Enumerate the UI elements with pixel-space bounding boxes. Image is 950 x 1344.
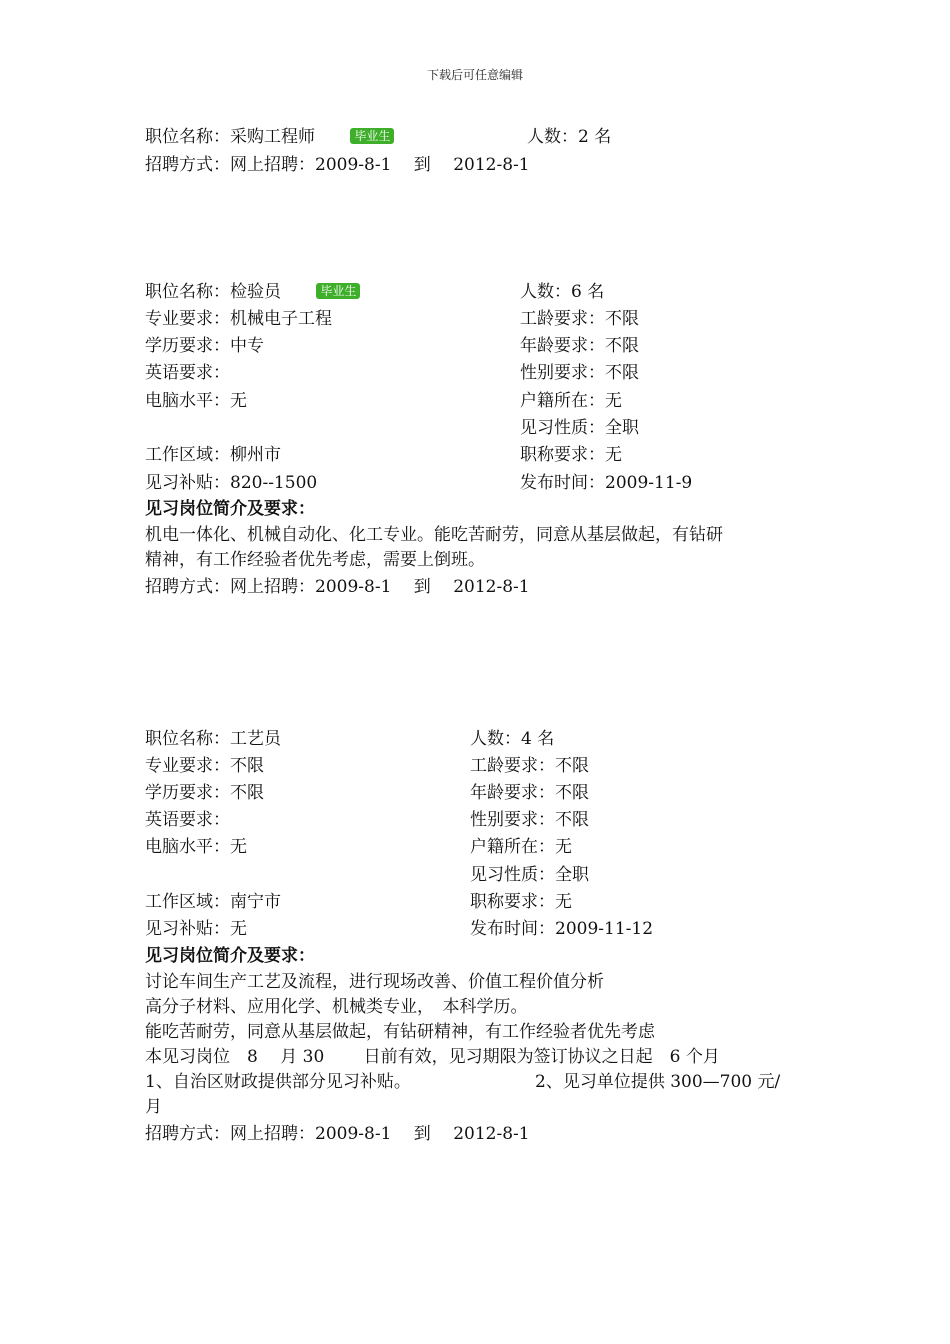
job3-major: 专业要求：不限	[145, 756, 264, 776]
job2-experience: 工龄要求：不限	[520, 309, 639, 329]
job3-row-area	[145, 891, 572, 913]
job1-title: 职位名称：采购工程师	[145, 127, 315, 147]
job3-intro-line: 高分子材料、应用化学、机械类专业， 本科学历。	[145, 997, 528, 1017]
job1-recruit: 招聘方式：网上招聘：2009-8-1 到 2012-8-1	[145, 155, 530, 175]
job3-row-education	[145, 782, 589, 804]
job3-education: 学历要求：不限	[145, 783, 264, 803]
job3-publish: 发布时间：2009-11-12	[470, 919, 654, 939]
job2-age: 年龄要求：不限	[520, 336, 639, 356]
job1-graduate-badge: 毕业生	[350, 128, 394, 144]
job3-row-english	[145, 809, 589, 831]
job3-title-row	[145, 728, 555, 750]
job3-subsidy-note-cont: 月	[145, 1097, 162, 1117]
job1-title-row	[145, 126, 612, 148]
job3-subsidy-notes	[145, 1071, 781, 1093]
job3-intro-line: 能吃苦耐劳，同意从基层做起，有钻研精神，有工作经验者优先考虑	[145, 1022, 655, 1042]
job2-row-education	[145, 335, 639, 357]
job2-subsidy: 见习补贴：820--1500	[145, 473, 318, 493]
job3-title-req: 职称要求：无	[470, 892, 572, 912]
job3-intro-line: 讨论车间生产工艺及流程，进行现场改善、价值工程价值分析	[145, 972, 604, 992]
job3-area: 工作区域：南宁市	[145, 892, 281, 912]
job2-gender: 性别要求：不限	[520, 363, 639, 383]
job3-english: 英语要求：	[145, 810, 230, 830]
job2-count: 人数：6 名	[520, 282, 605, 302]
job3-hukou: 户籍所在：无	[470, 837, 572, 857]
job3-recruit: 招聘方式：网上招聘：2009-8-1 到 2012-8-1	[145, 1124, 530, 1144]
job3-nature: 见习性质：全职	[470, 865, 589, 885]
job3-row-computer	[145, 836, 572, 858]
job1-count: 人数：2 名	[527, 127, 612, 147]
job3-computer: 电脑水平：无	[145, 837, 247, 857]
job2-intro-heading: 见习岗位简介及要求：	[145, 499, 315, 519]
job2-row-area	[145, 444, 622, 466]
job3-experience: 工龄要求：不限	[470, 756, 589, 776]
job3-intro-heading: 见习岗位简介及要求：	[145, 946, 315, 966]
job2-recruit: 招聘方式：网上招聘：2009-8-1 到 2012-8-1	[145, 577, 530, 597]
job2-row-computer	[145, 390, 622, 412]
job2-nature: 见习性质：全职	[520, 418, 639, 438]
job2-intro-line: 精神，有工作经验者优先考虑，需要上倒班。	[145, 550, 485, 570]
job2-row-english	[145, 362, 639, 384]
job3-count: 人数：4 名	[470, 729, 555, 749]
job2-publish: 发布时间：2009-11-9	[520, 473, 693, 493]
job2-title-row	[145, 281, 605, 303]
job3-gender: 性别要求：不限	[470, 810, 589, 830]
job2-row-major	[145, 308, 639, 330]
page-header-note: 下载后可任意编辑	[426, 68, 523, 82]
job3-title: 职位名称：工艺员	[145, 729, 281, 749]
job2-intro-line: 机电一体化、机械自动化、化工专业。能吃苦耐劳，同意从基层做起，有钻研	[145, 525, 723, 545]
job3-row-subsidy	[145, 918, 654, 940]
job2-english: 英语要求：	[145, 363, 230, 383]
job2-area: 工作区域：柳州市	[145, 445, 281, 465]
job2-computer: 电脑水平：无	[145, 391, 247, 411]
job2-title-req: 职称要求：无	[520, 445, 622, 465]
job2-title: 职位名称：检验员	[145, 282, 281, 302]
job2-graduate-badge: 毕业生	[316, 283, 360, 299]
job3-intro-line: 本见习岗位 8 月 30 日前有效，见习期限为签订协议之日起 6 个月	[145, 1047, 720, 1067]
job2-row-subsidy	[145, 472, 693, 494]
job3-subsidy-note-2: 2、见习单位提供 300—700 元/	[535, 1072, 781, 1092]
job3-subsidy: 见习补贴：无	[145, 919, 247, 939]
job3-row-major	[145, 755, 589, 777]
job2-hukou: 户籍所在：无	[520, 391, 622, 411]
job2-major: 专业要求：机械电子工程	[145, 309, 332, 329]
job3-subsidy-note-1: 1、自治区财政提供部分见习补贴。	[145, 1072, 411, 1092]
job3-age: 年龄要求：不限	[470, 783, 589, 803]
job2-education: 学历要求：中专	[145, 336, 264, 356]
